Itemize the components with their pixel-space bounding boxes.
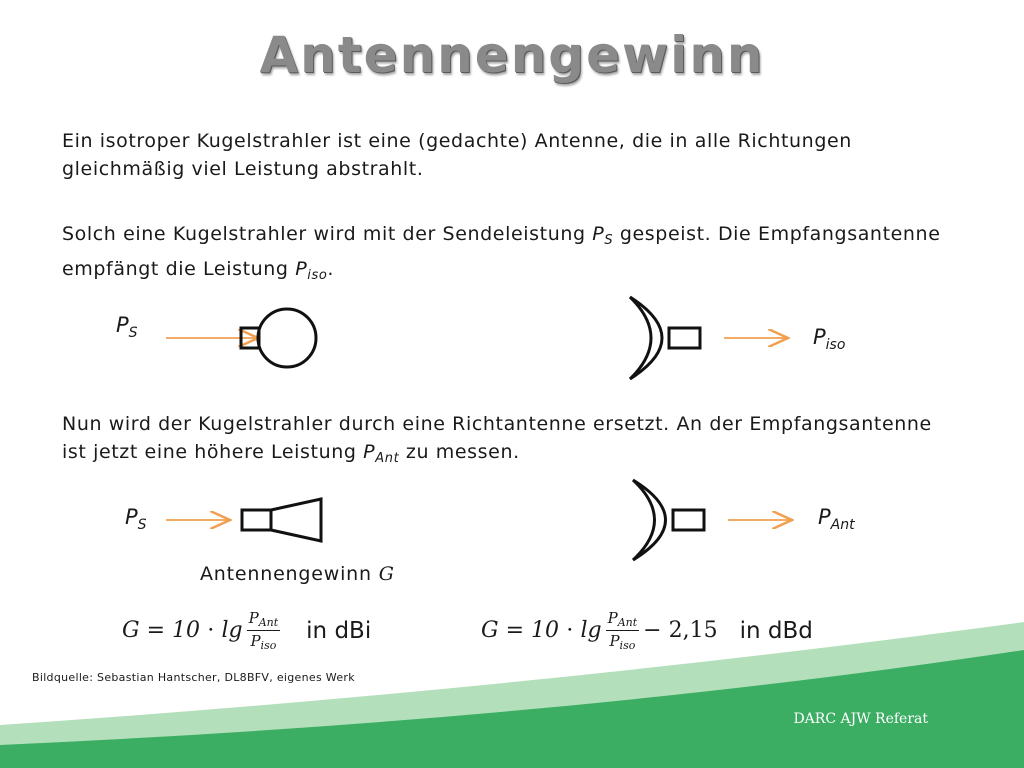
frac-den-sub: iso [619, 639, 636, 652]
formula-lhs: G = 10 ⋅ lg [122, 618, 243, 643]
text-fragment: gespeist. Die Empfangsantenne empfängt die Leistung [62, 223, 941, 280]
formula-dbi [122, 609, 371, 652]
label-var: P [813, 325, 826, 349]
label-sub: S [128, 325, 138, 341]
label-sub: iso [825, 337, 846, 353]
frac-num: P [607, 609, 618, 627]
formula-fraction [606, 609, 640, 652]
gain-caption [200, 563, 395, 585]
frac-den: P [609, 632, 620, 650]
paragraph-isotropic: Ein isotroper Kugelstrahler ist eine (gedachte) Antenne, die in alle Richtungen gleichmäßig viel Leistung abstrahlt. [62, 130, 852, 180]
var-p: P [592, 223, 605, 245]
receiver-box-icon [673, 510, 704, 530]
receiver-dish-icon [633, 480, 666, 560]
footer-text: DARC AJW Referat [793, 711, 928, 727]
var-p: P [295, 258, 308, 280]
page-title: Antennengewinn [259, 26, 765, 84]
text-fragment: . [327, 258, 335, 280]
var-p: P [363, 441, 376, 463]
formula-dbd [481, 609, 813, 652]
unit-dbi: in dBi [306, 617, 372, 644]
label-var: P [116, 313, 129, 337]
feed-box-icon [242, 510, 271, 530]
var-sub: iso [307, 268, 328, 283]
caption-var: G [378, 563, 395, 585]
frac-num-sub: Ant [258, 616, 279, 629]
frac-den: P [250, 632, 261, 650]
label-ps-2 [125, 505, 147, 533]
horn-antenna-icon [271, 499, 321, 541]
label-sub: S [137, 517, 147, 533]
text-fragment: zu messen. [399, 441, 520, 463]
frac-num-sub: Ant [617, 616, 638, 629]
unit-dbd: in dBd [739, 617, 813, 644]
label-pant [818, 505, 855, 533]
text-fragment: Solch eine Kugelstrahler wird mit der Sendeleistung [62, 223, 593, 245]
formula-lhs: G = 10 ⋅ lg [481, 618, 602, 643]
label-piso [813, 325, 845, 353]
formula-tail: − 2,15 [643, 618, 718, 643]
var-sub: Ant [375, 451, 400, 466]
label-ps-1 [116, 313, 138, 341]
receiver-box-icon [669, 328, 700, 348]
label-var: P [818, 505, 831, 529]
label-sub: Ant [830, 517, 855, 533]
frac-den-sub: iso [260, 639, 277, 652]
formula-fraction [247, 609, 281, 652]
caption-text: Antennengewinn [200, 563, 379, 585]
receiver-dish-icon [630, 297, 662, 379]
label-var: P [125, 505, 138, 529]
frac-num: P [248, 609, 259, 627]
text-fragment: Nun wird der Kugelstrahler durch eine Richtantenne ersetzt. An der Empfangsantenne ist jetzt eine höhere Leistung [62, 413, 932, 463]
var-sub: S [604, 233, 614, 248]
isotropic-sphere-icon [258, 309, 316, 367]
image-source-note: Bildquelle: Sebastian Hantscher, DL8BFV, eigenes Werk [32, 671, 355, 684]
